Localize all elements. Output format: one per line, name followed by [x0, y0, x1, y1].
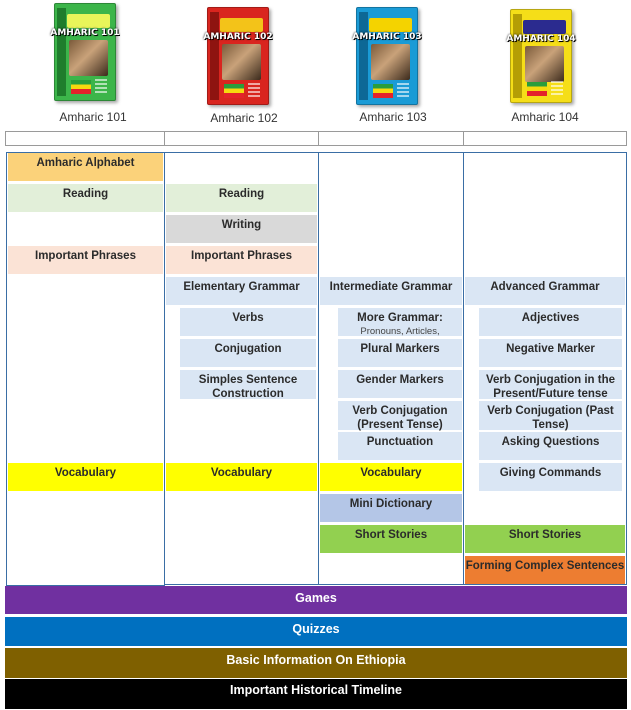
product-label-104: Amharic 104 — [511, 110, 579, 124]
cell-intermediate-grammar: Intermediate Grammar — [320, 277, 462, 305]
cell-vocabulary: Vocabulary — [166, 463, 317, 491]
cell-reading: Reading — [166, 184, 317, 212]
cell-forming-complex-sentences: Forming Complex Sentences — [465, 556, 625, 584]
cell-elementary-grammar: Elementary Grammar — [166, 277, 317, 305]
cell-important-phrases: Important Phrases — [8, 246, 163, 274]
cell-verb-conjugation-present: Verb Conjugation (Present Tense) — [338, 401, 462, 430]
cell-verbs: Verbs — [180, 308, 316, 336]
product-label-101: Amharic 101 — [59, 110, 127, 124]
more-grammar-subtitle: Pronouns, Articles, — [360, 326, 440, 337]
bar-games: Games — [5, 586, 627, 614]
product-box-amharic-102 — [203, 7, 273, 105]
product-label-103: Amharic 103 — [359, 110, 427, 124]
cell-vocabulary: Vocabulary — [8, 463, 163, 491]
product-box-amharic-101 — [50, 3, 120, 101]
header-divider — [5, 145, 627, 146]
cell-amharic-alphabet: Amharic Alphabet — [8, 153, 163, 181]
cell-adjectives: Adjectives — [479, 308, 622, 336]
cell-plural-markers: Plural Markers — [338, 339, 462, 367]
cell-short-stories: Short Stories — [320, 525, 462, 553]
product-box-title: AMHARIC 102 — [203, 32, 273, 42]
more-grammar-title: More Grammar: — [357, 312, 443, 324]
cell-negative-marker: Negative Marker — [479, 339, 622, 367]
bar-basic-information-ethiopia: Basic Information On Ethiopia — [5, 648, 627, 678]
column-amharic-101 — [6, 152, 165, 586]
cell-simple-sentence-construction: Simples Sentence Construction — [180, 370, 316, 399]
cell-punctuation: Punctuation — [338, 432, 462, 460]
header-divider — [5, 131, 627, 132]
cell-important-phrases: Important Phrases — [166, 246, 317, 274]
cell-verb-conjugation-present-future: Verb Conjugation in the Present/Future tense — [479, 370, 622, 399]
product-box-title: AMHARIC 101 — [50, 28, 120, 38]
cell-gender-markers: Gender Markers — [338, 370, 462, 398]
cell-advanced-grammar: Advanced Grammar — [465, 277, 625, 305]
product-box-amharic-104 — [506, 9, 576, 103]
cell-reading: Reading — [8, 184, 163, 212]
product-box-title: AMHARIC 104 — [506, 34, 576, 44]
cell-asking-questions: Asking Questions — [479, 432, 622, 460]
product-box-title: AMHARIC 103 — [352, 32, 422, 42]
cell-giving-commands: Giving Commands — [479, 463, 622, 491]
cell-more-grammar — [338, 308, 462, 336]
cell-short-stories: Short Stories — [465, 525, 625, 553]
column-amharic-104 — [463, 152, 627, 585]
product-box-amharic-103 — [352, 7, 422, 105]
cell-conjugation: Conjugation — [180, 339, 316, 367]
cell-mini-dictionary: Mini Dictionary — [320, 494, 462, 522]
cell-writing: Writing — [166, 215, 317, 243]
cell-verb-conjugation-past: Verb Conjugation (Past Tense) — [479, 401, 622, 430]
cell-vocabulary: Vocabulary — [320, 463, 462, 491]
bar-historical-timeline: Important Historical Timeline — [5, 679, 627, 709]
bar-quizzes: Quizzes — [5, 617, 627, 646]
product-label-102: Amharic 102 — [210, 111, 278, 125]
